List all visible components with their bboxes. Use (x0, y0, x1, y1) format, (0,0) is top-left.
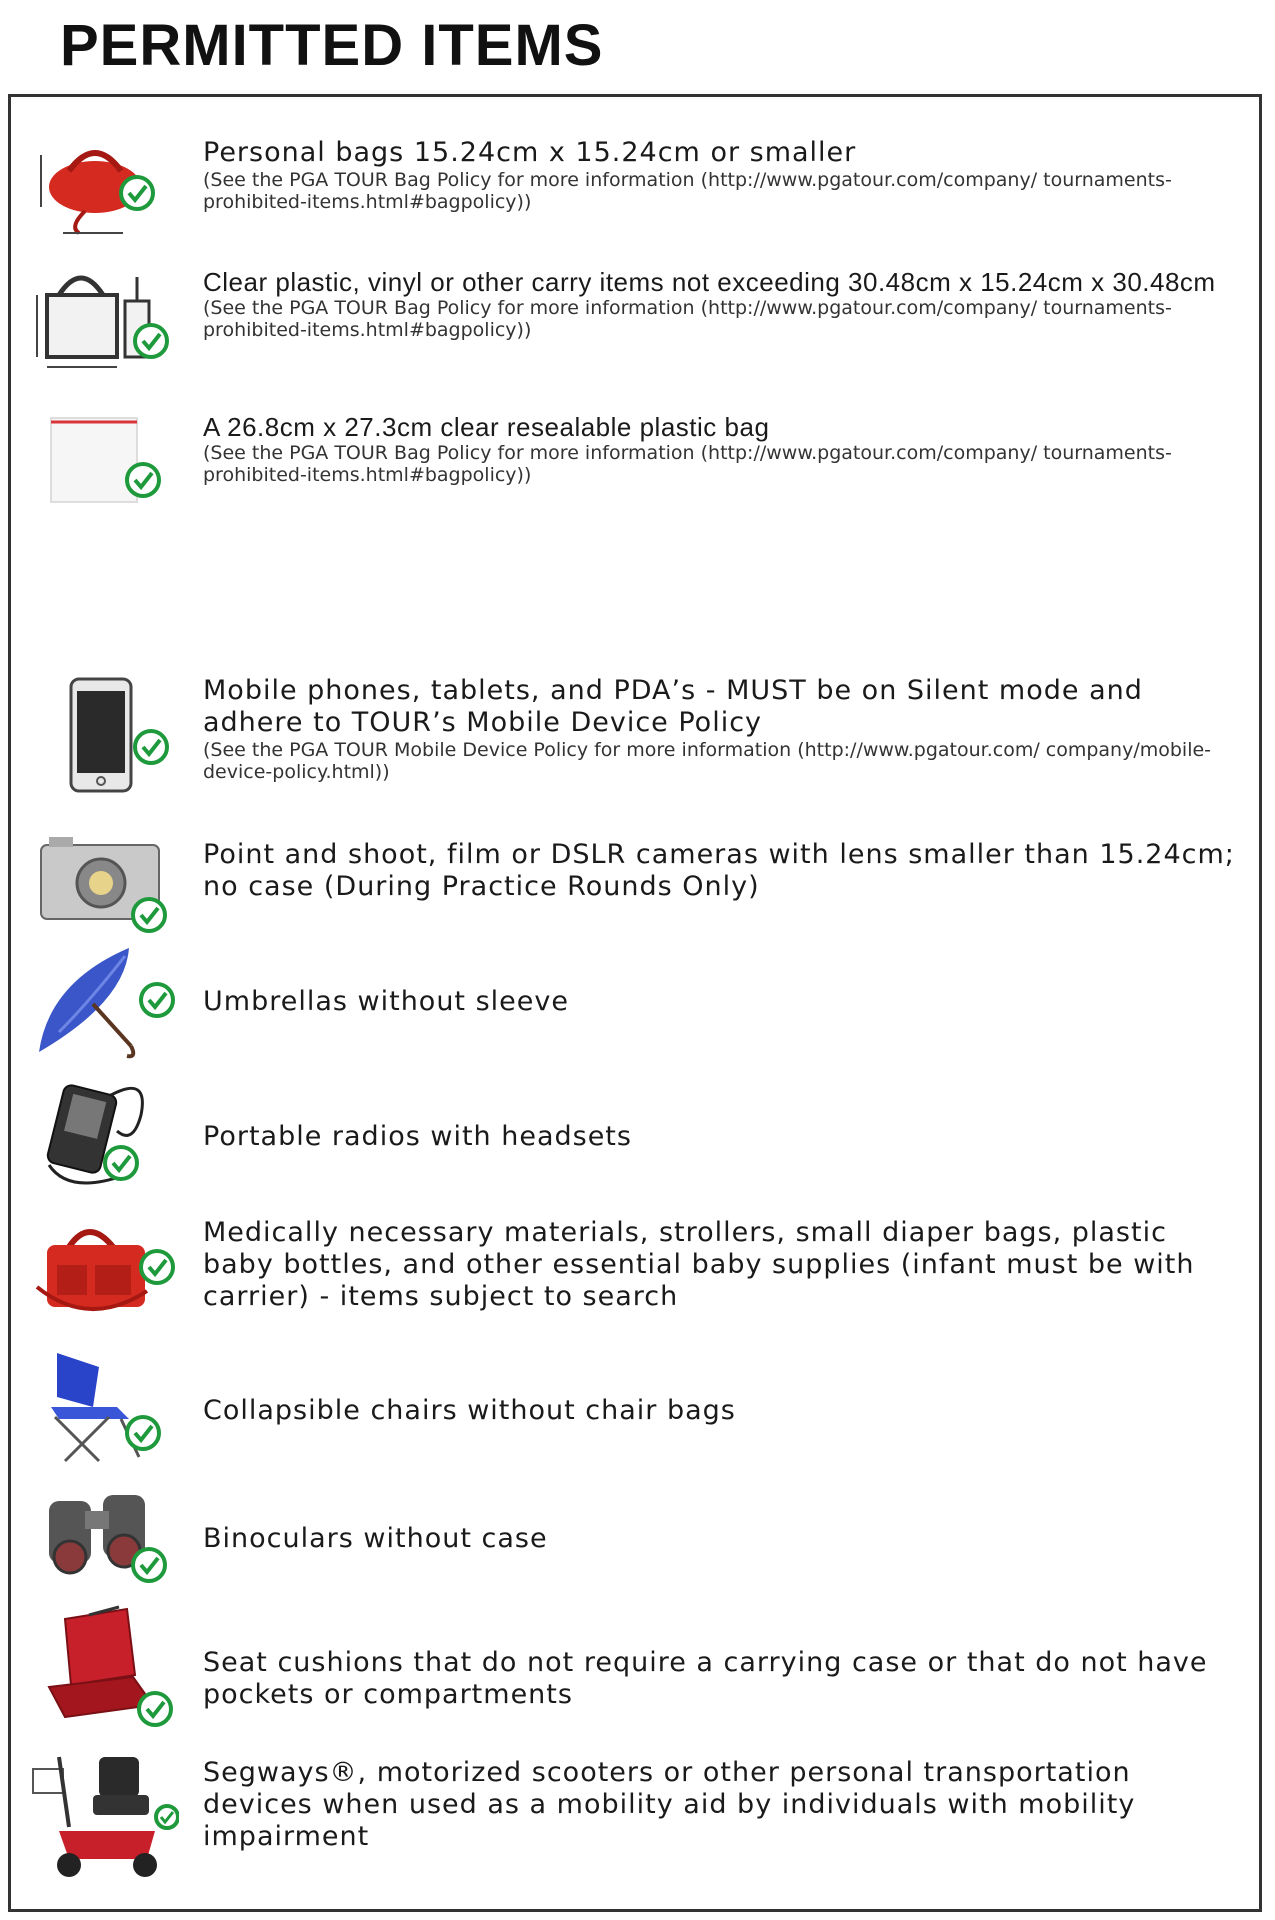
radio-icon (29, 1075, 179, 1195)
list-item (11, 137, 1261, 247)
list-item (11, 1747, 1261, 1907)
item-note: (See the PGA TOUR Bag Policy for more information (http://www.pgatour.com/company/ tournaments-prohibited-items.html#bagpolicy)) (203, 169, 1172, 213)
item-note: (See the PGA TOUR Bag Policy for more information (http://www.pgatour.com/company/ tournaments-prohibited-items.html#bagpolicy)) (203, 442, 1172, 486)
resealable-bag-icon (29, 412, 179, 512)
item-note: (See the PGA TOUR Bag Policy for more information (http://www.pgatour.com/company/ tournaments-prohibited-items.html#bagpolicy)) (203, 297, 1172, 341)
item-label: Portable radios with headsets (203, 1121, 632, 1152)
diaper-bag-icon (29, 1217, 179, 1327)
item-label: Umbrellas without sleeve (203, 986, 569, 1017)
item-label: Clear plastic, vinyl or other carry items not exceeding 30.48cm x 15.24cm x 30.48cm (203, 267, 1216, 297)
item-label: Binoculars without case (203, 1523, 548, 1554)
clear-tote-icon (29, 267, 179, 377)
item-label: A 26.8cm x 27.3cm clear resealable plastic bag (203, 412, 770, 442)
permitted-items-list (8, 94, 1262, 1912)
item-label: Personal bags 15.24cm x 15.24cm or smaller (203, 137, 857, 168)
item-label: Segways®, motorized scooters or other personal transportation devices when used as a mobility aid by individuals with mobility impairment (203, 1757, 1136, 1852)
mobile-phone-icon (29, 675, 179, 795)
item-label: Collapsible chairs without chair bags (203, 1395, 736, 1426)
camera-icon (29, 827, 179, 937)
folding-chair-icon (29, 1347, 179, 1467)
list-item (11, 942, 1261, 1062)
list-item (11, 1075, 1261, 1195)
list-item (11, 267, 1261, 387)
seat-cushion-icon (29, 1605, 179, 1735)
list-item (11, 1487, 1261, 1587)
small-bag-icon (29, 137, 179, 237)
list-item (11, 675, 1261, 795)
list-item (11, 1217, 1261, 1327)
item-label: Seat cushions that do not require a carrying case or that do not have pockets or compartments (203, 1647, 1208, 1710)
item-label: Mobile phones, tablets, and PDA’s - MUST be on Silent mode and adhere to TOUR’s Mobile Device Policy (203, 675, 1143, 738)
umbrella-icon (29, 942, 179, 1062)
item-label: Point and shoot, film or DSLR cameras with lens smaller than 15.24cm; no case (During Practice Rounds Only) (203, 839, 1235, 902)
mobility-scooter-icon (29, 1747, 179, 1897)
page-title: PERMITTED ITEMS (60, 13, 604, 78)
list-item (11, 1605, 1261, 1735)
list-item (11, 827, 1261, 937)
item-label: Medically necessary materials, strollers, small diaper bags, plastic baby bottles, and other essential baby supplies (infant must be with carrier) - items subject to search (203, 1217, 1195, 1312)
list-item (11, 412, 1261, 522)
item-note: (See the PGA TOUR Mobile Device Policy for more information (http://www.pgatour.com/ company/mobile-device-policy.html)) (203, 739, 1212, 783)
list-item (11, 1347, 1261, 1467)
binoculars-icon (29, 1487, 179, 1587)
